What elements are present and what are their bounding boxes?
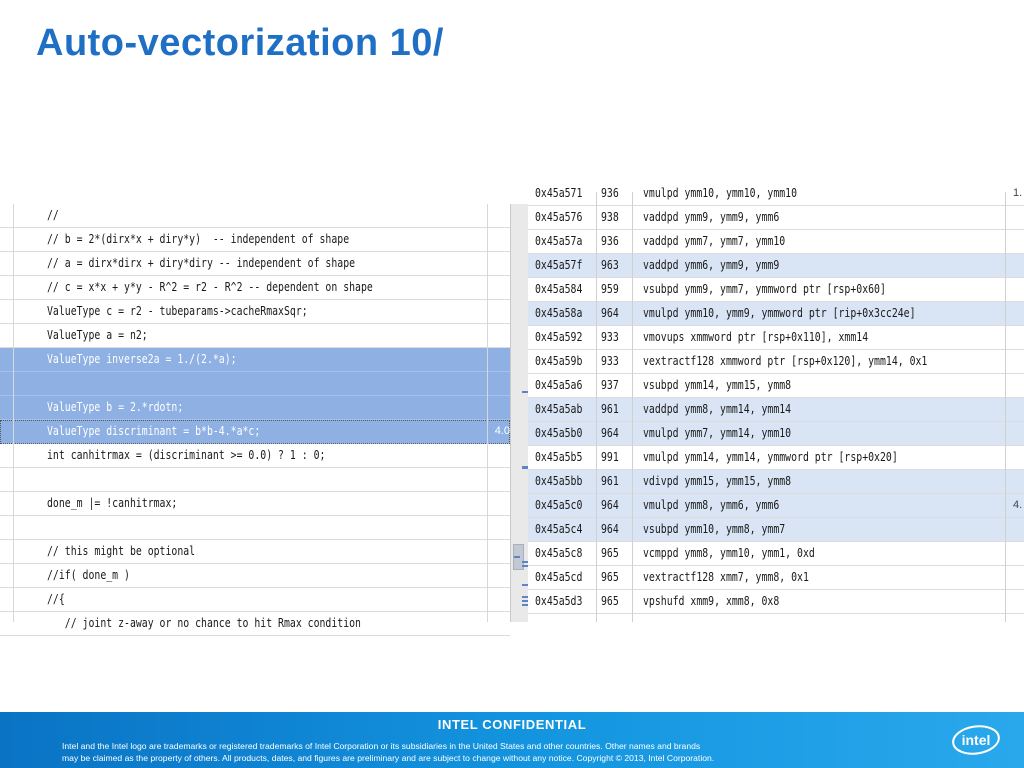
disasm-address: 0x45a592 (535, 330, 583, 344)
source-line-code: ValueType discriminant = b*b-4.*a*c; (47, 424, 261, 438)
disasm-address: 0x45a5b0 (535, 426, 583, 440)
disasm-address: 0x45a59b (535, 354, 583, 368)
disassembly-panel[interactable] (528, 186, 1024, 622)
confidential-label: INTEL CONFIDENTIAL (437, 717, 587, 732)
source-line[interactable] (0, 252, 510, 276)
disasm-source-line: 964 (601, 426, 619, 440)
source-line-code: // joint z-away or no chance to hit Rmax condition (47, 616, 361, 630)
disasm-source-line: 965 (601, 594, 619, 608)
disasm-source-line: 961 (601, 402, 619, 416)
disasm-instruction: vdivpd ymm15, ymm15, ymm8 (643, 474, 792, 488)
disasm-instruction: vmulpd ymm14, ymm14, ymmword ptr [rsp+0x20] (643, 450, 898, 464)
disasm-metric: 1. (1013, 187, 1023, 199)
disassembly-row[interactable] (528, 374, 1024, 398)
disassembly-row[interactable] (528, 422, 1024, 446)
source-line-code: //if( done_m ) (47, 568, 130, 582)
source-line[interactable] (0, 420, 510, 444)
source-line-code: // b = 2*(dirx*x + diry*y) -- independent of shape (47, 232, 350, 246)
source-line[interactable] (0, 612, 510, 636)
intel-logo-text: intel (961, 732, 991, 748)
source-line-code: int canhitrmax = (discriminant >= 0.0) ? 1 : 0; (47, 448, 326, 462)
disasm-source-line: 959 (601, 282, 619, 296)
disasm-address: 0x45a5ab (535, 402, 583, 416)
disasm-source-line: 964 (601, 306, 619, 320)
disasm-address: 0x45a576 (535, 210, 583, 224)
source-line-code: // a = dirx*dirx + diry*diry -- independent of shape (47, 256, 356, 270)
disasm-source-line: 964 (601, 522, 619, 536)
source-line[interactable] (0, 204, 510, 228)
disassembly-row[interactable] (528, 518, 1024, 542)
address-column-divider (596, 192, 597, 622)
disassembly-row[interactable] (528, 350, 1024, 374)
source-line[interactable] (0, 228, 510, 252)
disasm-source-line: 961 (601, 474, 619, 488)
disasm-instruction: vcmppd ymm8, ymm10, ymm1, 0xd (643, 546, 815, 560)
source-line[interactable] (0, 564, 510, 588)
source-line[interactable] (0, 492, 510, 516)
intel-logo-icon (951, 724, 1001, 756)
source-gutter-divider (13, 204, 14, 622)
source-line-code: ValueType b = 2.*rdotn; (47, 400, 184, 414)
disasm-instruction: vaddpd ymm9, ymm9, ymm6 (643, 210, 780, 224)
disasm-source-line: 965 (601, 546, 619, 560)
source-line[interactable] (0, 540, 510, 564)
disassembly-row[interactable] (528, 230, 1024, 254)
source-metric-divider (487, 204, 488, 622)
disassembly-row[interactable] (528, 326, 1024, 350)
disasm-address: 0x45a584 (535, 282, 583, 296)
disassembly-row[interactable] (528, 542, 1024, 566)
disassembly-lines (528, 182, 1024, 614)
disasm-instruction: vextractf128 xmmword ptr [rsp+0x120], ymm14, 0x1 (643, 354, 928, 368)
source-line-code: // this might be optional (47, 544, 196, 558)
source-line-code: ValueType inverse2a = 1./(2.*a); (47, 352, 237, 366)
source-line-metric: 4.0 (494, 425, 510, 437)
disassembly-row[interactable] (528, 254, 1024, 278)
disasm-instruction: vextractf128 xmm7, ymm8, 0x1 (643, 570, 809, 584)
disasm-address: 0x45a57f (535, 258, 583, 272)
source-line-code: //{ (47, 592, 65, 606)
disasm-instruction: vmulpd ymm10, ymm9, ymmword ptr [rip+0x3cc24e] (643, 306, 916, 320)
source-scrollbar[interactable] (510, 204, 528, 622)
disasm-source-line: 938 (601, 210, 619, 224)
disasm-source-line: 964 (601, 498, 619, 512)
disassembly-row[interactable] (528, 206, 1024, 230)
slide-title: Auto-vectorization 10/ (36, 22, 444, 64)
footer-bar (0, 712, 1024, 768)
legal-notice (62, 740, 822, 764)
source-line[interactable] (0, 468, 510, 492)
source-line[interactable] (0, 300, 510, 324)
disasm-source-line: 963 (601, 258, 619, 272)
disassembly-row[interactable] (528, 278, 1024, 302)
disassembly-row[interactable] (528, 590, 1024, 614)
disassembly-row[interactable] (528, 446, 1024, 470)
disasm-source-line: 937 (601, 378, 619, 392)
disasm-source-line: 936 (601, 186, 619, 200)
source-line[interactable] (0, 396, 510, 420)
disasm-source-line: 936 (601, 234, 619, 248)
disasm-instruction: vaddpd ymm8, ymm14, ymm14 (643, 402, 792, 416)
disassembly-row[interactable] (528, 182, 1024, 206)
disassembly-row[interactable] (528, 494, 1024, 518)
disasm-address: 0x45a5c8 (535, 546, 583, 560)
source-line-code: ValueType c = r2 - tubeparams->cacheRmaxSqr; (47, 304, 308, 318)
disasm-instruction: vmulpd ymm8, ymm6, ymm6 (643, 498, 780, 512)
disassembly-row[interactable] (528, 566, 1024, 590)
disassembly-row[interactable] (528, 398, 1024, 422)
disasm-address: 0x45a5c4 (535, 522, 583, 536)
disasm-address: 0x45a571 (535, 186, 583, 200)
legal-line-1: Intel and the Intel logo are trademarks or registered trademarks of Intel Corporation or its subsidiaries in the United States and other countries. Other names and brands (62, 741, 701, 751)
source-line[interactable] (0, 324, 510, 348)
disasm-instruction: vsubpd ymm10, ymm8, ymm7 (643, 522, 786, 536)
line-column-divider (632, 192, 633, 622)
disasm-address: 0x45a5b5 (535, 450, 583, 464)
disasm-instruction: vsubpd ymm9, ymm7, ymmword ptr [rsp+0x60] (643, 282, 886, 296)
source-line[interactable] (0, 444, 510, 468)
source-code-panel[interactable] (0, 204, 528, 630)
disassembly-row[interactable] (528, 470, 1024, 494)
disasm-source-line: 933 (601, 330, 619, 344)
disasm-instruction: vmovups xmmword ptr [rsp+0x110], xmm14 (643, 330, 869, 344)
disasm-source-line: 933 (601, 354, 619, 368)
disasm-address: 0x45a58a (535, 306, 583, 320)
disasm-instruction: vmulpd ymm10, ymm10, ymm10 (643, 186, 798, 200)
source-line-code: // c = x*x + y*y - R^2 = r2 - R^2 -- dependent on shape (47, 280, 373, 294)
source-line[interactable] (0, 276, 510, 300)
disasm-metric: 4. (1013, 499, 1023, 511)
source-line-code: done_m |= !canhitrmax; (47, 496, 178, 510)
source-line[interactable] (0, 348, 510, 372)
disasm-instruction: vpshufd xmm9, xmm8, 0x8 (643, 594, 780, 608)
source-line[interactable] (0, 588, 510, 612)
disasm-address: 0x45a5d3 (535, 594, 583, 608)
disasm-address: 0x45a57a (535, 234, 583, 248)
source-line-code: // (47, 208, 59, 222)
source-lines (0, 204, 510, 636)
disasm-address: 0x45a5bb (535, 474, 583, 488)
disasm-source-line: 991 (601, 450, 619, 464)
disasm-address: 0x45a5cd (535, 570, 583, 584)
disasm-instruction: vaddpd ymm6, ymm9, ymm9 (643, 258, 780, 272)
disasm-instruction: vaddpd ymm7, ymm7, ymm10 (643, 234, 786, 248)
source-line[interactable] (0, 516, 510, 540)
disasm-address: 0x45a5c0 (535, 498, 583, 512)
disasm-instruction: vsubpd ymm14, ymm15, ymm8 (643, 378, 792, 392)
source-line-code: ValueType a = n2; (47, 328, 148, 342)
disasm-source-line: 965 (601, 570, 619, 584)
disassembly-row[interactable] (528, 302, 1024, 326)
source-line[interactable] (0, 372, 510, 396)
metric-column-divider (1005, 192, 1006, 622)
scroll-marker (514, 556, 520, 558)
disasm-address: 0x45a5a6 (535, 378, 583, 392)
disasm-instruction: vmulpd ymm7, ymm14, ymm10 (643, 426, 792, 440)
legal-line-2: may be claimed as the property of others. All products, dates, and figures are preliminary and are subject to change without any notice. Copyright © 2013, Intel Corporation. (62, 753, 715, 763)
